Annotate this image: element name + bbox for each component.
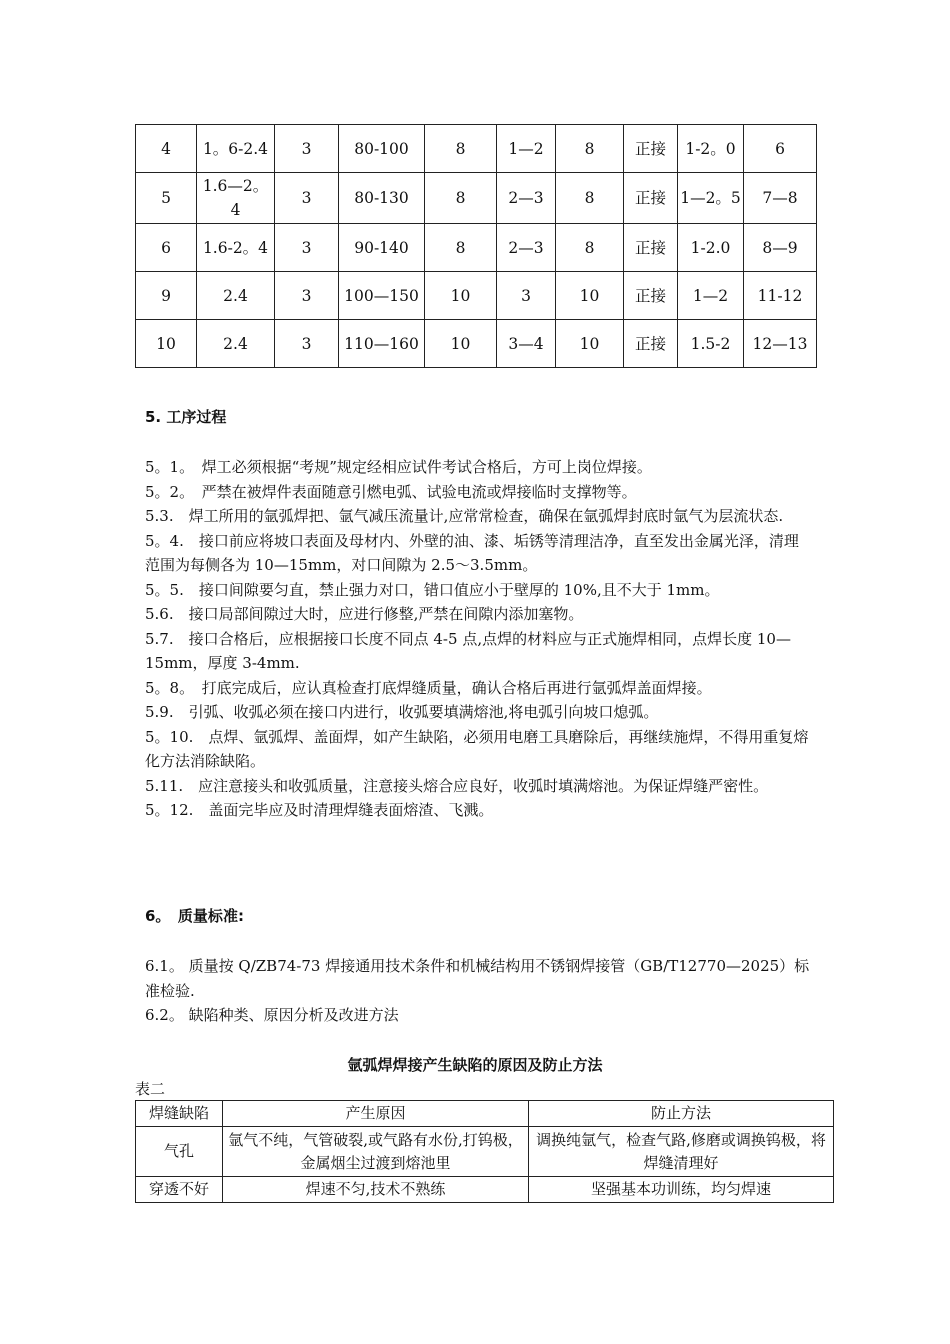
cause-cell: 焊速不匀,技术不熟练: [223, 1177, 529, 1203]
process-item: 5。5. 接口间隙要匀直，禁止强力对口，错口值应小于壁厚的 10%,且不大于 1mm。: [145, 580, 720, 599]
process-item: 5。4. 接口前应将坡口表面及母材内、外壁的油、漆、垢锈等清理洁净，直至发出金属光泽，清理范围为每侧各为 10—15mm，对口间隙为 2.5～3.5mm。: [145, 531, 799, 574]
parameter-cell: 10: [556, 272, 624, 320]
parameter-cell: 5: [136, 173, 197, 224]
process-item: 5。10. 点焊、氩弧焊、盖面焊，如产生缺陷，必须用电磨工具磨除后，再继续施焊，不得用重复熔化方法消除缺陷。: [145, 727, 809, 770]
parameter-cell: 11-12: [744, 272, 817, 320]
defect-row: [136, 1127, 834, 1177]
parameter-cell: 1.5-2: [678, 320, 744, 368]
parameter-row: [136, 272, 817, 320]
parameter-cell: 10: [136, 320, 197, 368]
defect-row: [136, 1177, 834, 1203]
parameter-cell: 1.6-2。4: [197, 224, 275, 272]
parameter-cell: 110—160: [339, 320, 425, 368]
parameter-cell: 80-100: [339, 125, 425, 173]
parameter-cell: 1。6-2.4: [197, 125, 275, 173]
header-cell: 焊缝缺陷: [136, 1101, 223, 1127]
process-item: 5.11. 应注意接头和收弧质量，注意接头熔合应良好，收弧时填满熔池。为保证焊缝严密性。: [145, 776, 769, 795]
parameter-cell: 10: [556, 320, 624, 368]
parameter-cell: 1-2.0: [678, 224, 744, 272]
quality-item-2: 6.2。 缺陷种类、原因分析及改进方法: [145, 1006, 399, 1024]
parameter-cell: 2.4: [197, 272, 275, 320]
parameter-cell: 8: [425, 173, 497, 224]
cause-cell: 氩气不纯，气管破裂,或气路有水份,打钨极，金属烟尘过渡到熔池里: [223, 1127, 529, 1177]
parameter-cell: 3: [275, 125, 339, 173]
table-2-caption: 氩弧焊焊接产生缺陷的原因及防止方法: [347, 1056, 603, 1074]
parameter-row: [136, 173, 817, 224]
quality-item-1: 6.1。 质量按 Q/ZB74-73 焊接通用技术条件和机械结构用不锈钢焊接管（GB/T12770—2025）标准检验.: [145, 957, 810, 1000]
parameter-cell: 2—3: [497, 173, 556, 224]
parameter-cell: 3: [275, 272, 339, 320]
parameter-cell: 100—150: [339, 272, 425, 320]
parameter-cell: 9: [136, 272, 197, 320]
parameter-cell: 正接: [624, 272, 678, 320]
process-item: 5。12. 盖面完毕应及时清理焊缝表面熔渣、飞溅。: [145, 801, 494, 819]
parameter-cell: 正接: [624, 320, 678, 368]
header-cell: 产生原因: [223, 1101, 529, 1127]
parameter-cell: 1—2: [497, 125, 556, 173]
parameter-cell: 1.6—2。4: [197, 173, 275, 224]
process-item: 5.3. 焊工所用的氩弧焊把、氩气减压流量计,应常常检查，确保在氩弧焊封底时氩气为层流状态.: [145, 507, 784, 525]
header-cell: 防止方法: [529, 1101, 834, 1127]
parameter-cell: 10: [425, 320, 497, 368]
parameter-cell: 8: [556, 173, 624, 224]
defect-table: [135, 1100, 834, 1203]
parameter-cell: 90-140: [339, 224, 425, 272]
parameter-cell: 3: [275, 173, 339, 224]
parameter-cell: 1-2。0: [678, 125, 744, 173]
section-6-body: [145, 954, 810, 1028]
parameter-cell: 2—3: [497, 224, 556, 272]
parameter-cell: 8—9: [744, 224, 817, 272]
parameter-cell: 80-130: [339, 173, 425, 224]
parameter-cell: 12—13: [744, 320, 817, 368]
welding-parameter-table: [135, 124, 817, 368]
parameter-cell: 6: [136, 224, 197, 272]
parameter-cell: 7—8: [744, 173, 817, 224]
process-item: 5。8。 打底完成后，应认真检查打底焊缝质量，确认合格后再进行氩弧焊盖面焊接。: [145, 678, 712, 697]
section-5-title: 5. 工序过程: [145, 408, 227, 426]
defect-cell: 穿透不好: [136, 1177, 223, 1203]
defect-table-header-row: [136, 1101, 834, 1127]
parameter-row: [136, 125, 817, 173]
process-item: 5.6. 接口局部间隙过大时，应进行修整,严禁在间隙内添加塞物。: [145, 605, 584, 623]
process-item: 5.9. 引弧、收弧必须在接口内进行，收弧要填满熔池,将电弧引向坡口熄弧。: [145, 703, 659, 721]
parameter-cell: 3: [497, 272, 556, 320]
parameter-cell: 2.4: [197, 320, 275, 368]
process-item: 5。2。 严禁在被焊件表面随意引燃电弧、试验电流或焊接临时支撑物等。: [145, 482, 637, 501]
prevention-cell: 调换纯氩气，检查气路,修磨或调换钨极，将焊缝清理好: [529, 1127, 834, 1177]
parameter-cell: 8: [556, 125, 624, 173]
parameter-cell: 3—4: [497, 320, 556, 368]
parameter-cell: 正接: [624, 224, 678, 272]
parameter-cell: 10: [425, 272, 497, 320]
parameter-cell: 3: [275, 224, 339, 272]
parameter-cell: 4: [136, 125, 197, 173]
parameter-cell: 3: [275, 320, 339, 368]
process-item: 5.7. 接口合格后，应根据接口长度不同点 4-5 点,点焊的材料应与正式施焊相同，点焊长度 10—15mm，厚度 3-4mm.: [145, 629, 791, 672]
parameter-cell: 正接: [624, 173, 678, 224]
parameter-table-body: [136, 125, 817, 368]
parameter-cell: 正接: [624, 125, 678, 173]
parameter-cell: 6: [744, 125, 817, 173]
defect-cell: 气孔: [136, 1127, 223, 1177]
process-item: 5。1。 焊工必须根据“考规”规定经相应试件考试合格后，方可上岗位焊接。: [145, 458, 652, 476]
parameter-cell: 8: [556, 224, 624, 272]
section-5-body: [145, 455, 810, 823]
prevention-cell: 坚强基本功训练，均匀焊速: [529, 1177, 834, 1203]
parameter-row: [136, 320, 817, 368]
parameter-cell: 8: [425, 224, 497, 272]
section-6-title: 6。 质量标准:: [145, 907, 244, 925]
parameter-row: [136, 224, 817, 272]
parameter-cell: 1—2: [678, 272, 744, 320]
parameter-cell: 8: [425, 125, 497, 173]
table-2-label: 表二: [135, 1080, 166, 1098]
parameter-cell: 1—2。5: [678, 173, 744, 224]
